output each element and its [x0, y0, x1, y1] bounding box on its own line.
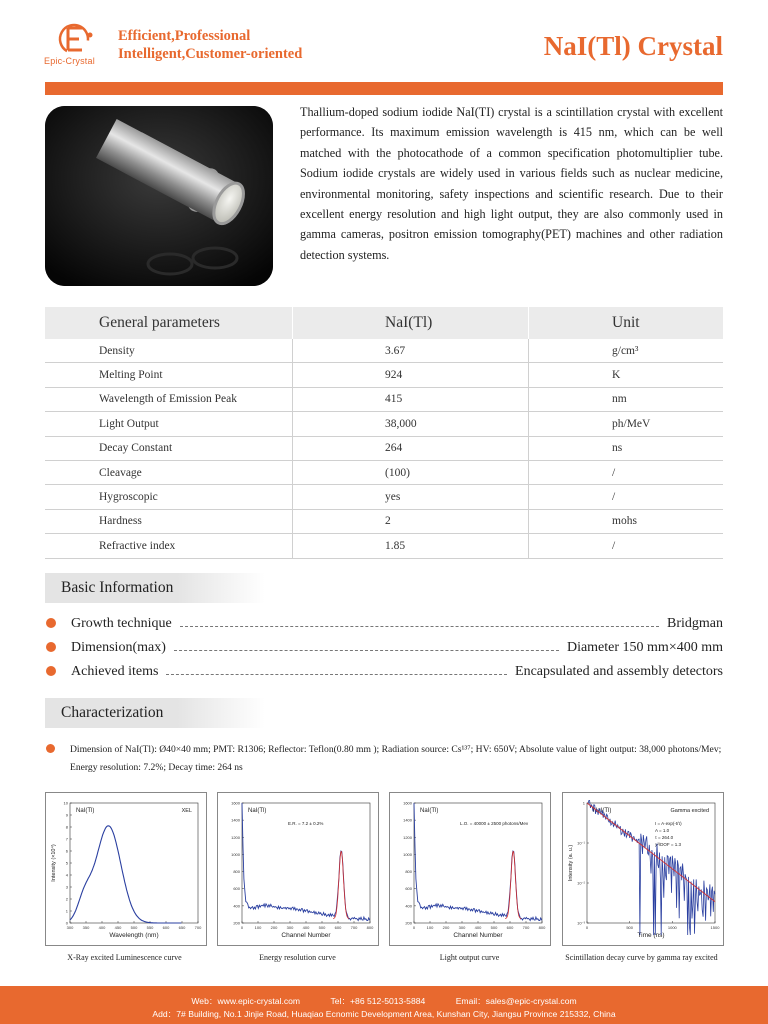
- intro-paragraph: Thallium-doped sodium iodide NaI(TI) crystal is a scintillation crystal with excellent performance. Its maximum emission wavelength is 415 nm, which can be well matched with the photocathode of a common specification photomultiplier tube. Sodium iodide crystals are widely used in various fields such as nuclear medicine, environmental monitoring, safety inspections and scientific research. Due to their excellent energy resolution and high light output, they are also commonly used in gamma cameras, positron emission tomography(PET) machines and other radiation detection systems.: [300, 105, 723, 262]
- table-row: [45, 339, 723, 363]
- plot-caption: Scintillation decay curve by gamma ray excited: [565, 953, 718, 962]
- x-tick-label: 650: [178, 925, 186, 930]
- y-tick-label: 9: [65, 812, 68, 818]
- y-tick-label: 400: [405, 903, 412, 909]
- logo-text: Epic-Crystal: [44, 56, 95, 66]
- x-tick-label: 700: [522, 925, 530, 930]
- x-tick-label: 200: [270, 925, 278, 930]
- plot-caption: X-Ray excited Luminescence curve: [67, 953, 182, 962]
- y-tick-label: 400: [233, 903, 240, 909]
- table-row: [45, 534, 723, 558]
- info-value: Diameter 150 mm×400 mm: [566, 640, 723, 655]
- x-axis-label: Time (ns): [637, 932, 665, 939]
- energy-resolution-plot: [217, 792, 379, 946]
- param-name-cell: Cleavage: [45, 460, 293, 484]
- bullet-icon: [46, 618, 56, 628]
- info-row-growth-technique: [71, 612, 723, 632]
- x-tick-label: 500: [490, 925, 498, 930]
- plot-tag-secondary: Gamma excited: [670, 808, 709, 814]
- table-row: [45, 436, 723, 460]
- table-row: [45, 509, 723, 533]
- table-header-row: [45, 307, 723, 339]
- x-tick-label: 300: [458, 925, 466, 930]
- footer-email-link[interactable]: Email：sales@epic-crystal.com: [455, 996, 577, 1006]
- x-axis-label: Wavelength (nm): [109, 932, 159, 939]
- param-value-cell: yes: [293, 485, 529, 509]
- y-tick-label: 3: [65, 884, 68, 890]
- x-tick-label: 100: [254, 925, 262, 930]
- table-row: [45, 412, 723, 436]
- param-unit-cell: K: [529, 363, 724, 387]
- x-tick-label: 600: [506, 925, 514, 930]
- param-value-cell: (100): [293, 460, 529, 484]
- plot-tag: NaI(Tl): [420, 808, 439, 814]
- param-name-cell: Wavelength of Emission Peak: [45, 387, 293, 411]
- header-cell: NaI(Tl): [293, 307, 529, 339]
- y-tick-label: 1600: [403, 800, 412, 806]
- param-unit-cell: ns: [529, 436, 724, 460]
- x-tick-label: 800: [366, 925, 374, 930]
- table-row: [45, 460, 723, 484]
- decay-curve-plot: [562, 792, 724, 946]
- y-tick-label: 1200: [403, 834, 412, 840]
- y-tick-label: 1000: [403, 851, 412, 857]
- x-axis-label: Channel Number: [281, 932, 331, 939]
- param-value-cell: 264: [293, 436, 529, 460]
- param-unit-cell: ph/MeV: [529, 412, 724, 436]
- plot-caption: Light output curve: [439, 953, 500, 962]
- param-unit-cell: g/cm³: [529, 339, 724, 363]
- x-tick-label: 700: [194, 925, 202, 930]
- param-value-cell: 3.67: [293, 339, 529, 363]
- x-tick-label: 450: [114, 925, 122, 930]
- x-tick-label: 0: [240, 925, 244, 930]
- y-tick-label: 1200: [231, 834, 240, 840]
- slogan-line-1: Efficient,Professional: [118, 28, 251, 44]
- x-tick-label: 0: [585, 925, 589, 930]
- y-tick-label: 1: [65, 908, 68, 914]
- crystal-photo: [45, 106, 273, 286]
- y-tick-label: 10⁻¹: [577, 840, 585, 846]
- y-tick-label: 600: [405, 886, 412, 892]
- x-tick-label: 400: [302, 925, 310, 930]
- x-tick-label: 550: [146, 925, 154, 930]
- xel-spectrum-curve: [70, 826, 181, 923]
- param-unit-cell: mohs: [529, 509, 724, 533]
- param-name-cell: Light Output: [45, 412, 293, 436]
- table-row: [45, 387, 723, 411]
- y-tick-label: 1400: [231, 817, 240, 823]
- y-tick-label: 10: [63, 800, 68, 806]
- x-tick-label: 350: [82, 925, 90, 930]
- y-tick-label: 8: [65, 824, 68, 830]
- fit-parameter-text: A = 1.0: [655, 828, 670, 833]
- param-value-cell: 2: [293, 509, 529, 533]
- dashed-leader: [180, 626, 659, 627]
- footer: [0, 986, 768, 1024]
- param-name-cell: Hygroscopic: [45, 485, 293, 509]
- param-name-cell: Density: [45, 339, 293, 363]
- plot-tag: NaI(Tl): [593, 808, 612, 814]
- param-name-cell: Hardness: [45, 509, 293, 533]
- x-tick-label: 500: [130, 925, 138, 930]
- fit-parameter-text: χ²/DOF = 1.3: [655, 842, 681, 847]
- footer-address: Add：7# Building, No.1 Jinjie Road, Huaqiao Ecnomic Development Area, Kunshan City, Jiangsu Province 215332, China: [152, 1009, 616, 1019]
- bullet-icon: [46, 642, 56, 652]
- y-tick-label: 800: [405, 869, 412, 875]
- x-tick-label: 100: [426, 925, 434, 930]
- y-tick-label: 0: [65, 920, 68, 926]
- param-unit-cell: /: [529, 485, 724, 509]
- info-label: Achieved items: [71, 664, 159, 679]
- x-tick-label: 800: [538, 925, 546, 930]
- x-tick-label: 0: [412, 925, 416, 930]
- y-tick-label: 2: [65, 896, 68, 902]
- y-tick-label: 1000: [231, 851, 240, 857]
- plot-annotation: L.O. = 40000 ± 2500 photons/Mev: [460, 821, 529, 826]
- table-row: [45, 485, 723, 509]
- x-tick-label: 400: [98, 925, 106, 930]
- dashed-leader: [166, 674, 507, 675]
- decay-data-curve: [587, 801, 715, 936]
- param-value-cell: 415: [293, 387, 529, 411]
- plot-tag-secondary: XEL: [181, 808, 192, 814]
- footer-web-link[interactable]: Web：www.epic-crystal.com: [191, 996, 301, 1006]
- info-label: Growth technique: [71, 616, 172, 631]
- axes-frame: [587, 803, 715, 923]
- xel-luminescence-plot: [45, 792, 207, 946]
- footer-tel: Tel：+86 512-5013-5884: [330, 996, 426, 1006]
- plot-annotation: E.R. = 7.2 ± 0.2%: [288, 821, 324, 826]
- y-tick-label: 800: [233, 869, 240, 875]
- fit-parameter-text: τ = 264.0: [655, 835, 674, 840]
- gaussian-fit-curve: [505, 852, 521, 919]
- slogan-line-2: Intelligent,Customer-oriented: [118, 46, 303, 62]
- axes-frame: [70, 803, 198, 923]
- y-tick-label: 5: [65, 860, 68, 866]
- y-tick-label: 200: [233, 920, 240, 926]
- x-axis-label: Channel Number: [453, 932, 503, 939]
- bullet-icon: [46, 744, 55, 753]
- y-tick-label: 600: [233, 886, 240, 892]
- info-value: Encapsulated and assembly detectors: [515, 664, 723, 679]
- param-name-cell: Melting Point: [45, 363, 293, 387]
- dashed-leader: [174, 650, 559, 651]
- x-tick-label: 500: [318, 925, 326, 930]
- param-value-cell: 38,000: [293, 412, 529, 436]
- x-tick-label: 500: [626, 925, 634, 930]
- y-tick-label: 6: [65, 848, 68, 854]
- section-header-basic-information: Basic Information: [45, 573, 265, 603]
- parameters-table: [45, 307, 723, 559]
- bullet-icon: [46, 666, 56, 676]
- header-cell: General parameters: [45, 307, 293, 339]
- table-row: [45, 363, 723, 387]
- param-name-cell: Refractive index: [45, 534, 293, 558]
- plot-tag: NaI(Tl): [76, 808, 95, 814]
- plot-tag: NaI(Tl): [248, 808, 267, 814]
- x-tick-label: 400: [474, 925, 482, 930]
- y-tick-label: 1400: [403, 817, 412, 823]
- x-tick-label: 1000: [667, 925, 677, 930]
- y-axis-label: Intensity (×10⁴): [51, 844, 57, 882]
- y-tick-label: 7: [65, 836, 68, 842]
- x-tick-label: 600: [334, 925, 342, 930]
- header-divider-bar: [45, 82, 723, 95]
- x-tick-label: 700: [350, 925, 358, 930]
- info-row-dimension: [71, 636, 723, 656]
- param-unit-cell: /: [529, 460, 724, 484]
- param-unit-cell: nm: [529, 387, 724, 411]
- y-tick-label: 1600: [231, 800, 240, 806]
- param-value-cell: 924: [293, 363, 529, 387]
- fit-parameter-text: I = A·exp(-t/τ): [655, 821, 682, 826]
- info-label: Dimension(max): [71, 640, 166, 655]
- gaussian-fit-curve: [333, 852, 349, 919]
- info-row-achieved-items: [71, 660, 723, 680]
- x-tick-label: 200: [442, 925, 450, 930]
- y-tick-label: 4: [65, 872, 68, 878]
- exponential-fit-curve: [587, 803, 715, 902]
- info-value: Bridgman: [667, 616, 723, 631]
- y-tick-label: 10⁻²: [577, 880, 585, 886]
- header-cell: Unit: [529, 307, 724, 339]
- x-tick-label: 600: [162, 925, 170, 930]
- page-title: NaI(Tl) Crystal: [543, 31, 723, 61]
- y-tick-label: 200: [405, 920, 412, 926]
- plot-caption: Energy resolution curve: [259, 953, 336, 962]
- section-header-characterization: Characterization: [45, 698, 265, 728]
- y-tick-label: 1: [582, 800, 585, 806]
- x-tick-label: 300: [286, 925, 294, 930]
- light-output-plot: [389, 792, 551, 946]
- y-tick-label: 10⁻³: [577, 920, 585, 926]
- x-tick-label: 300: [66, 925, 74, 930]
- x-tick-label: 1500: [710, 925, 720, 930]
- param-value-cell: 1.85: [293, 534, 529, 558]
- characterization-note: Dimension of NaI(Tl): Ø40×40 mm; PMT: R1306; Reflector: Teflon(0.80 mm ); Radiation source: Cs¹³⁷; HV: 650V; Absolute value of light output: 38,000 photons/Mev; Energy resolution: 7.2%; Decay time: 264 ns: [70, 744, 722, 773]
- param-name-cell: Decay Constant: [45, 436, 293, 460]
- param-unit-cell: /: [529, 534, 724, 558]
- y-axis-label: Intensity (a. u.): [568, 844, 574, 882]
